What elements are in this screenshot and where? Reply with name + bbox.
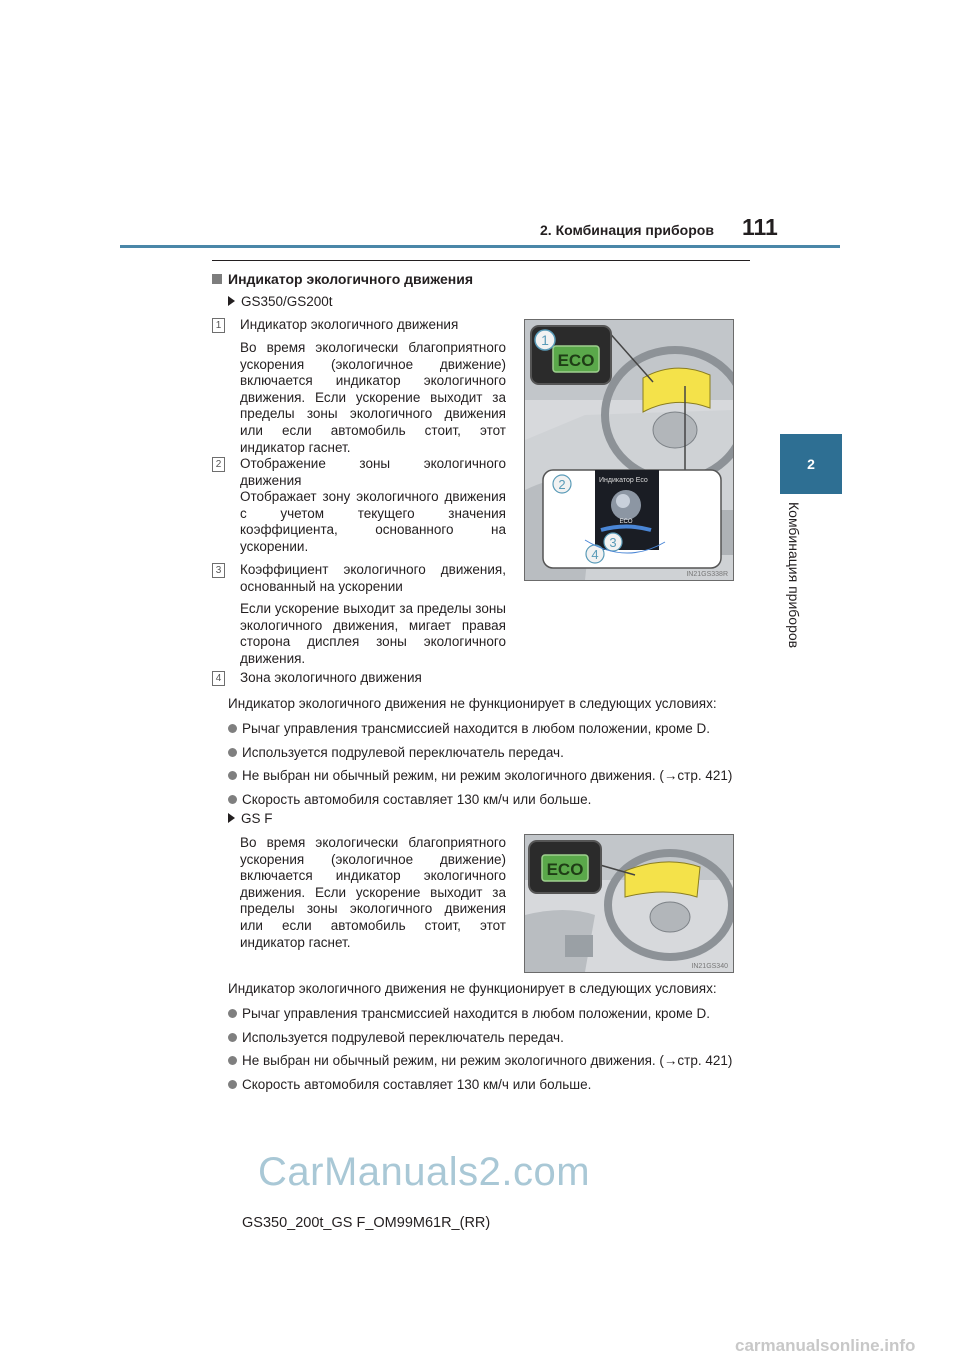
dashboard-eco-gsf-image (525, 835, 733, 972)
square-bullet-icon (212, 274, 222, 284)
display-eco-text: ECO (619, 519, 633, 525)
bullet-dot-icon (228, 1080, 237, 1089)
corner-watermark: carmanualsonline.info (735, 1336, 916, 1355)
model-heading-2 (228, 811, 273, 826)
watermark-link[interactable]: CarManuals2.com (258, 1150, 591, 1194)
callout-4-illustration: 4 (591, 547, 599, 562)
section-rule (212, 260, 750, 261)
bullet-dot-icon (228, 1056, 237, 1065)
model-heading-1 (228, 294, 333, 309)
page-number: 111 (742, 214, 778, 240)
item-title-3: Коэффициент экологичного движения, основанный на ускорении (240, 562, 506, 594)
dashboard-eco-display-image (525, 320, 733, 580)
chapter-tab-label-box (786, 502, 810, 652)
condition-text-page-ref[interactable]: Не выбран ни обычный режим, ни режим экологичного движения. (→стр. 421) (242, 768, 733, 783)
condition-text: Скорость автомобиля составляет 130 км/ч или больше. (242, 792, 592, 807)
illustration-gs350 (524, 319, 734, 581)
condition-1-2 (228, 744, 564, 761)
condition-2-3[interactable] (228, 1052, 732, 1069)
condition-text-page-ref[interactable]: Не выбран ни обычный режим, ни режим экологичного движения. (→стр. 421) (242, 1053, 733, 1068)
item-title-4: Зона экологичного движения (240, 670, 422, 685)
bullet-dot-icon (228, 724, 237, 733)
running-header-section: 2. Комбинация приборов (540, 222, 714, 238)
item-number-2: 2 (212, 457, 225, 472)
condition-2-2 (228, 1029, 564, 1046)
bullet-dot-icon (228, 795, 237, 804)
condition-text: Используется подрулевой переключатель передач. (242, 745, 564, 760)
eco-indicator-label-1: ECO (557, 351, 595, 370)
condition-1-1 (228, 720, 710, 737)
conditions-intro-2: Индикатор экологичного движения не функционирует в следующих условиях: (228, 981, 717, 996)
chapter-tab[interactable] (780, 434, 842, 494)
callout-3-illustration: 3 (609, 535, 617, 550)
bullet-dot-icon (228, 771, 237, 780)
conditions-intro-1: Индикатор экологичного движения не функционирует в следующих условиях: (228, 696, 717, 711)
condition-text: Скорость автомобиля составляет 130 км/ч или больше. (242, 1077, 592, 1092)
condition-1-3[interactable] (228, 767, 732, 784)
triangle-bullet-icon (228, 296, 235, 306)
chapter-tab-number: 2 (807, 456, 815, 472)
condition-text: Используется подрулевой переключатель передач. (242, 1030, 564, 1045)
illustration-gsf (524, 834, 734, 973)
section-heading-text: Индикатор экологичного движения (228, 271, 474, 287)
triangle-bullet-icon (228, 813, 235, 823)
item-title-2: Отображение зоны экологичного движения (240, 456, 506, 488)
item-desc-1: Во время экологически благоприятного ускорения (экологичное движение) включается индикатор экологичного движения. Если ускорение выходит за пределы зоны экологичного движения или если автомобиль стоит, этот индикатор гаснет. (240, 340, 506, 455)
model-name-2: GS F (241, 811, 273, 826)
section-heading (212, 271, 473, 287)
bullet-dot-icon (228, 1009, 237, 1018)
display-title: Индикатор Eco (599, 477, 648, 484)
item-number-3: 3 (212, 563, 225, 578)
item-desc-2: Отображает зону экологичного движения с учетом текущего значения коэффициента, основанного на ускорении. (240, 489, 506, 554)
item-desc-3: Если ускорение выходит за пределы зоны экологичного движения, мигает правая сторона дисплея зоны экологичного движения. (240, 601, 506, 666)
condition-2-4 (228, 1076, 591, 1093)
footer-model-code: GS350_200t_GS F_OM99M61R_(RR) (242, 1215, 491, 1231)
bullet-dot-icon (228, 1033, 237, 1042)
condition-text: Рычаг управления трансмиссией находится в любом положении, кроме D. (242, 721, 711, 736)
model-name-1: GS350/GS200t (241, 294, 333, 309)
callout-2-illustration: 2 (558, 477, 566, 492)
illustration-code-2: IN21GS340 (691, 963, 728, 970)
item-number-4: 4 (212, 671, 225, 686)
condition-text: Рычаг управления трансмиссией находится в любом положении, кроме D. (242, 1006, 711, 1021)
header-rule (120, 245, 840, 248)
illustration-code-1: IN21GS338R (686, 571, 728, 578)
eco-indicator-label-2: ECO (546, 860, 584, 879)
condition-1-4 (228, 791, 591, 808)
chapter-tab-label: Комбинация приборов (786, 502, 802, 649)
item-title-1: Индикатор экологичного движения (240, 317, 459, 332)
bullet-dot-icon (228, 748, 237, 757)
condition-2-1 (228, 1005, 710, 1022)
model-2-desc: Во время экологически благоприятного ускорения (экологичное движение) включается индикатор экологичного движения. Если ускорение выходит за пределы зоны экологичного движения или если автомобиль стоит, этот индикатор гаснет. (240, 835, 506, 950)
callout-1-illustration: 1 (541, 332, 549, 348)
item-number-1: 1 (212, 318, 225, 333)
